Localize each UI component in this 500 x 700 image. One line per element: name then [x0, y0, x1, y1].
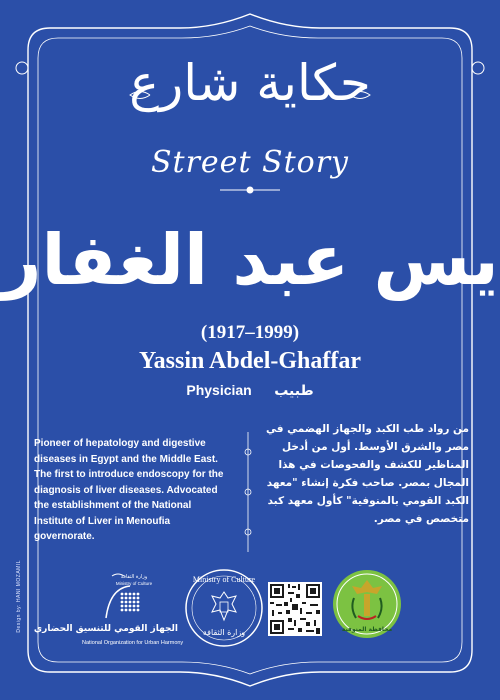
biography-arabic: من رواد طب الكبد والجهاز الهضمي في مصر والشرق الأوسط. أول من أدخل المناظير للكشف والفحوصات في هذا المجال بمصر. صاحب فكرة إنشاء "معهد الكبد القومي بالمنوفية" كأول معهد كبد متخصص في مصر. — [266, 423, 469, 525]
person-name-english: Yassin Abdel-Ghaffar — [138, 348, 362, 374]
street-story-english-title: Street Story — [150, 145, 349, 180]
nouh-ministry-arabic: وزارة الثقافة — [120, 574, 148, 580]
person-name-arabic: يس عبد الغفار — [1, 219, 499, 301]
biography-english: Pioneer of hepatology and digestive diseases in Egypt and the Middle East. The first to introduce endoscopy for the diagnosis of liver diseases. Advocated the establishment of the National Institute of Liver in Menoufia governorate. — [34, 438, 224, 542]
menoufia-governorate-logo — [332, 568, 402, 640]
qr-code-icon — [268, 582, 322, 636]
culture-logo-english: Ministry of Culture — [192, 575, 256, 584]
designer-credit: Design by: HANI MOZAMIL — [16, 560, 22, 633]
center-divider — [240, 432, 256, 552]
life-years: (1917–1999) — [200, 322, 300, 343]
profession — [0, 382, 500, 399]
culture-logo-arabic: وزارة الثقافة — [202, 628, 246, 637]
ministry-of-culture-logo — [184, 568, 264, 648]
profession-arabic: طبيب — [274, 383, 314, 399]
urban-harmony-logo — [33, 568, 184, 652]
nouh-ministry-english: Ministry of Culture — [115, 581, 153, 586]
street-story-arabic-title: حكاية شارع — [129, 54, 371, 112]
nouh-name-english: National Organization for Urban Harmony — [82, 640, 184, 646]
profession-english: Physician — [186, 382, 252, 398]
nouh-name-arabic: الجهاز القومي للتنسيق الحضاري — [33, 624, 178, 634]
governorate-name: محافظة المنوفية — [341, 626, 393, 633]
